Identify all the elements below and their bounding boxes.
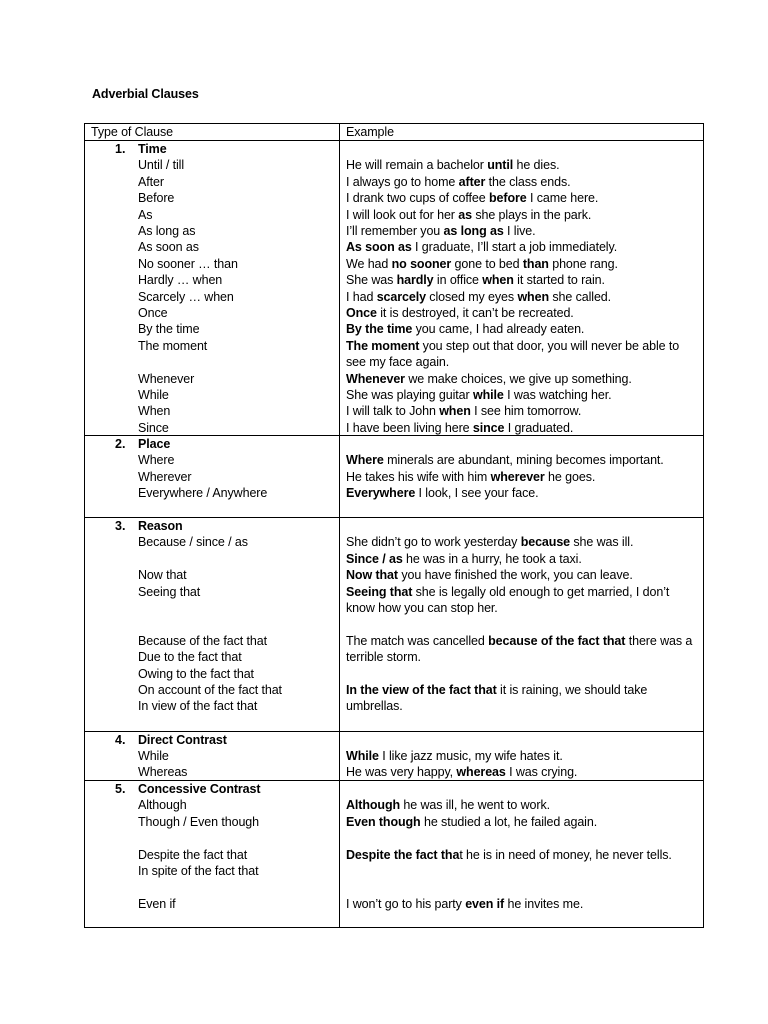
clause-type: On account of the fact that — [138, 683, 282, 697]
clause-type: In spite of the fact that — [138, 864, 259, 878]
clause-type: Despite the fact that — [138, 847, 248, 862]
header-type: Type of Clause — [91, 125, 173, 139]
clause-type: As soon as — [138, 240, 199, 255]
clause-type: Though / Even though — [138, 814, 260, 829]
example-sentence: Everywhere I look, I see your face. — [346, 486, 539, 501]
clause-type: Due to the fact that — [138, 650, 242, 665]
section-number: 3. — [115, 519, 126, 533]
example-sentence: Seeing that she is legally old enough to get married, I don’t know how you can stop her. — [346, 584, 670, 615]
example-sentence: He was very happy, whereas I was crying. — [346, 765, 578, 780]
example-sentence: The moment you step out that door, you will never be able to see my face again. — [346, 338, 680, 370]
document-title: Adverbial Clauses — [92, 87, 199, 101]
clauses-table — [84, 123, 704, 928]
clause-type: Owing to the fact that — [138, 666, 254, 681]
header-example: Example — [346, 125, 394, 139]
clause-type: Scarcely … when — [138, 289, 234, 304]
clause-type: Since — [138, 420, 169, 435]
section-title: Reason — [138, 519, 183, 533]
example-sentence: Since / as he was in a hurry, he took a taxi. — [346, 551, 582, 566]
clause-type: Once — [138, 306, 168, 320]
clause-type: In view of the fact that — [138, 699, 258, 714]
example-sentence: Despite the fact that he is in need of money, he never tells. — [346, 847, 672, 862]
example-sentence: As soon as I graduate, I’ll start a job immediately. — [346, 240, 618, 255]
clause-type: When — [138, 404, 171, 419]
example-sentence: I drank two cups of coffee before I came here. — [346, 191, 599, 206]
example-sentence: Now that you have finished the work, you can leave. — [346, 568, 633, 583]
section-title: Concessive Contrast — [138, 782, 261, 796]
example-sentence: While I like jazz music, my wife hates it. — [346, 748, 563, 763]
example-sentence: Although he was ill, he went to work. — [346, 798, 550, 813]
example-sentence: Once it is destroyed, it can’t be recreated. — [346, 306, 574, 320]
clause-type: The moment — [138, 338, 208, 353]
clause-type: Before — [138, 191, 175, 206]
section-title: Place — [138, 437, 171, 451]
clause-type: Seeing that — [138, 584, 201, 599]
clause-type: Because / since / as — [138, 535, 248, 550]
clause-type: Even if — [138, 896, 176, 911]
example-sentence: She didn’t go to work yesterday because she was ill. — [346, 535, 634, 550]
example-sentence: Where minerals are abundant, mining becomes important. — [346, 453, 664, 468]
clause-type: While — [138, 748, 169, 763]
example-sentence: Even though he studied a lot, he failed again. — [346, 814, 598, 829]
section-number: 5. — [115, 782, 126, 796]
section-number: 1. — [115, 142, 126, 156]
clause-type: By the time — [138, 322, 200, 337]
clause-type: Everywhere / Anywhere — [138, 486, 268, 501]
example-sentence: I will look out for her as she plays in the park. — [346, 207, 592, 222]
example-sentence: Whenever we make choices, we give up something. — [346, 371, 632, 386]
example-sentence: He takes his wife with him wherever he goes. — [346, 469, 596, 484]
clause-type: As long as — [138, 224, 196, 238]
clause-type: Wherever — [138, 469, 192, 484]
example-sentence: She was hardly in office when it started to rain. — [346, 273, 605, 288]
clause-type: Now that — [138, 568, 187, 583]
example-sentence: I will talk to John when I see him tomorrow. — [346, 404, 582, 419]
clause-type: Where — [138, 453, 175, 468]
section-number: 4. — [115, 732, 126, 747]
section-title: Direct Contrast — [138, 732, 227, 747]
column-divider — [339, 124, 340, 927]
example-sentence: I had scarcely closed my eyes when she called. — [346, 289, 612, 304]
example-sentence: I’ll remember you as long as I live. — [346, 224, 536, 238]
clause-type: Because of the fact that — [138, 633, 267, 648]
example-sentence: I always go to home after the class ends. — [346, 174, 571, 189]
clause-type: While — [138, 388, 169, 402]
clause-type: Whenever — [138, 371, 195, 386]
clause-type: No sooner … than — [138, 256, 238, 271]
example-sentence: She was playing guitar while I was watching her. — [346, 388, 612, 402]
example-sentence: The match was cancelled because of the fact that there was a terrible storm. — [346, 633, 693, 665]
example-sentence: By the time you came, I had already eaten. — [346, 322, 585, 337]
clause-type: Although — [138, 798, 187, 813]
clause-type: Until / till — [138, 158, 185, 173]
example-sentence: He will remain a bachelor until he dies. — [346, 158, 560, 173]
clause-type: Hardly … when — [138, 273, 223, 288]
clause-type: Whereas — [138, 765, 188, 780]
example-sentence: We had no sooner gone to bed than phone rang. — [346, 256, 618, 271]
clause-type: After — [138, 174, 164, 189]
example-sentence: I have been living here since I graduated. — [346, 420, 574, 435]
clause-type: As — [138, 207, 153, 222]
example-sentence: In the view of the fact that it is raining, we should take umbrellas. — [346, 683, 648, 714]
example-sentence: I won’t go to his party even if he invites me. — [346, 896, 584, 911]
section-title: Time — [138, 142, 167, 156]
section-number: 2. — [115, 437, 126, 451]
